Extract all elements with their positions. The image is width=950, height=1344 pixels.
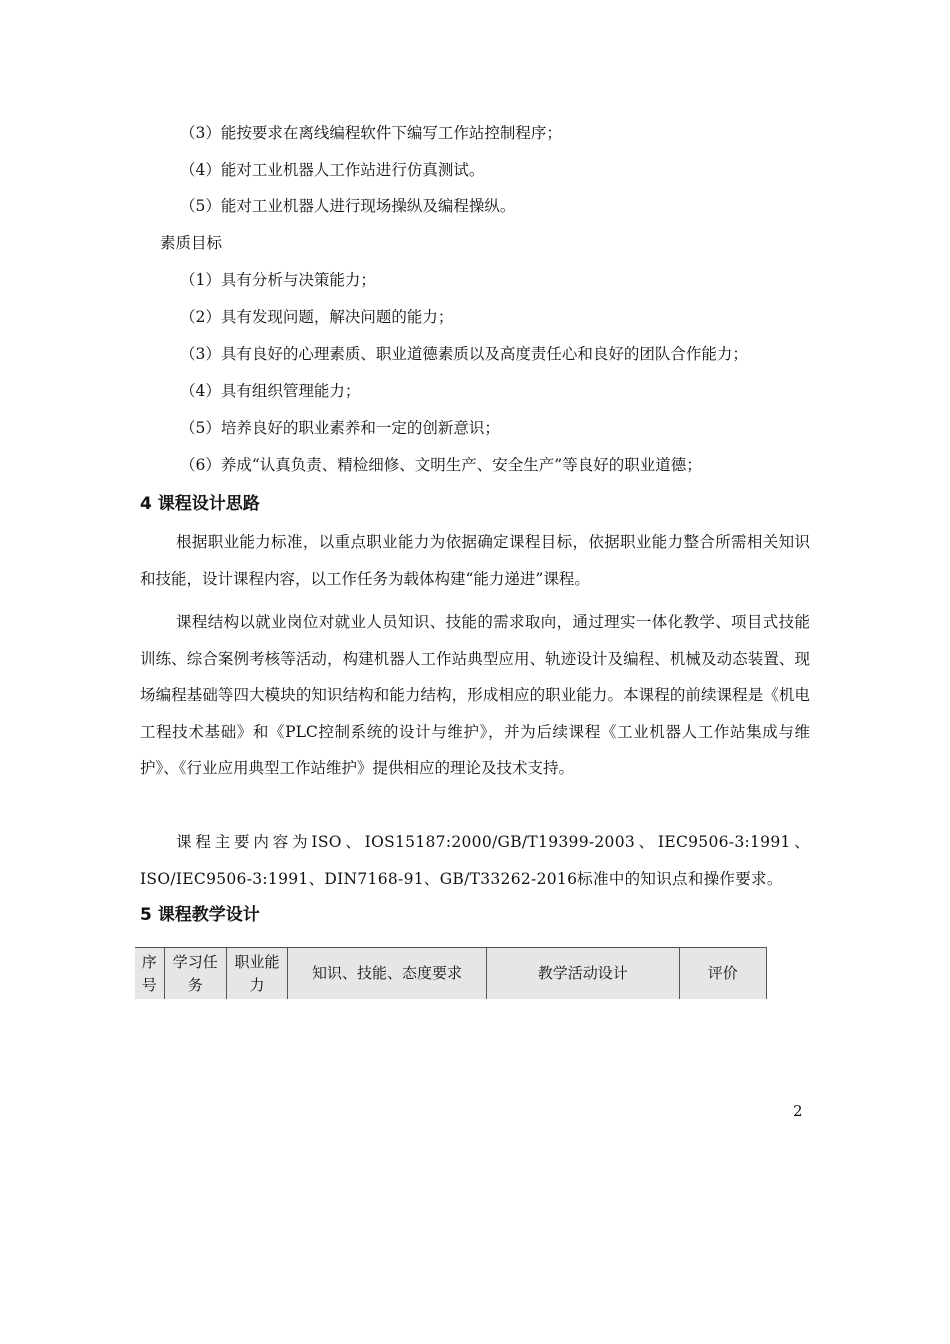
section-4-paragraph-1: 根据职业能力标准，以重点职业能力为依据确定课程目标，依据职业能力整合所需相关知识和技能，设计课程内容，以工作任务为载体构建“能力递进”课程。 (140, 533, 810, 588)
header-teaching-activities: 教学活动设计 (486, 948, 679, 1000)
course-design-table (135, 947, 767, 999)
quality-item-6: （6）养成“认真负责、精检细修、文明生产、安全生产”等良好的职业道德； (180, 456, 702, 474)
ability-item-5: （5）能对工业机器人进行现场操纵及编程操纵。 (180, 197, 516, 215)
section-4-paragraph-2: 课程结构以就业岗位对就业人员知识、技能的需求取向，通过理实一体化教学、项目式技能训练、综合案例考核等活动，构建机器人工作站典型应用、轨迹设计及编程、机械及动态装置、现场编程基础等四大模块的知识结构和能力结构，形成相应的职业能力。本课程的前续课程是《机电工程技术基础》和《PLC控制系统的设计与维护》，并为后续课程《工业机器人工作站集成与维护》、《行业应用典型工作站维护》提供相应的理论及技术支持。 (140, 613, 810, 777)
page-number: 2 (793, 1102, 803, 1120)
quality-title: 素质目标 (160, 234, 223, 252)
quality-item-4: （4）具有组织管理能力； (180, 382, 361, 400)
header-evaluation: 评价 (679, 948, 766, 1000)
section-4-heading: 4 课程设计思路 (140, 494, 260, 514)
quality-item-5: （5）培养良好的职业素养和一定的创新意识； (180, 419, 500, 437)
quality-item-1: （1）具有分析与决策能力； (180, 271, 376, 289)
header-vocational-ability: 职业能力 (226, 948, 287, 1000)
ability-item-3: （3）能按要求在离线编程软件下编写工作站控制程序； (180, 124, 562, 142)
header-learning-task: 学习任务 (164, 948, 226, 1000)
table-header-row (135, 948, 767, 1000)
header-requirements: 知识、技能、态度要求 (288, 948, 487, 1000)
quality-item-2: （2）具有发现问题，解决问题的能力； (180, 308, 454, 326)
quality-item-3: （3）具有良好的心理素质、职业道德素质以及高度责任心和良好的团队合作能力； (180, 345, 748, 363)
ability-item-4: （4）能对工业机器人工作站进行仿真测试。 (180, 161, 485, 179)
section-4-paragraph-3: 课程主要内容为ISO、IOS15187:2000/GB/T19399-2003、IEC9506-3:1991、ISO/IEC9506-3:1991、DIN7168-91、GB/T33262-2016标准中的知识点和操作要求。 (140, 833, 810, 888)
header-serial: 序号 (135, 948, 164, 1000)
section-5-heading: 5 课程教学设计 (140, 905, 260, 925)
